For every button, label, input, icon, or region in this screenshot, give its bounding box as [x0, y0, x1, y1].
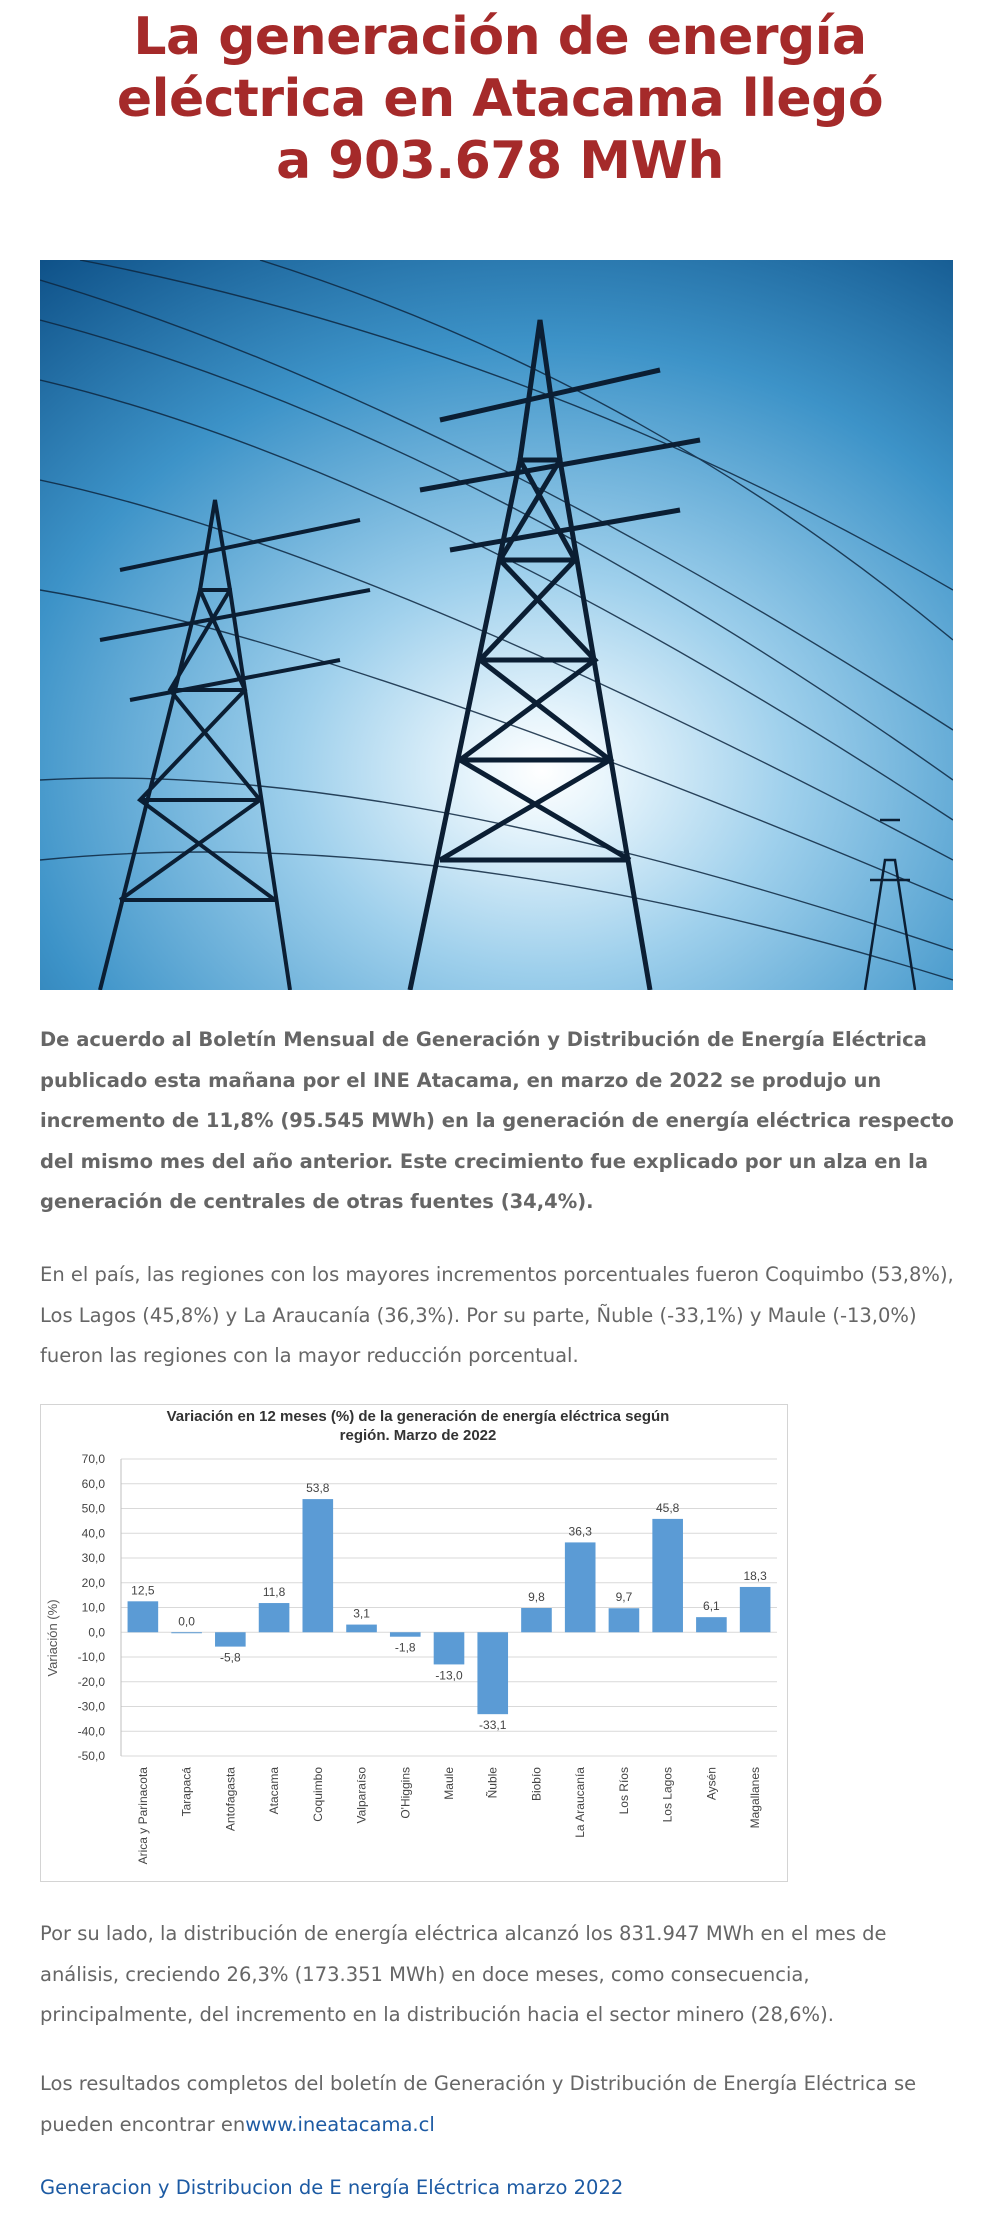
chart-ylabel: Variación (%): [45, 1599, 60, 1677]
regional-variation-chart: [40, 1404, 788, 1882]
article-title: [40, 6, 960, 192]
y-tick-label: -10,0: [77, 1650, 105, 1664]
bar-value-label: 53,8: [306, 1481, 330, 1496]
bar-value-label: 11,8: [262, 1585, 286, 1600]
bar-value-label: 3,1: [353, 1606, 370, 1621]
y-tick-label: 30,0: [81, 1551, 105, 1565]
results-text: Los resultados completos del boletín de Generación y Distribución de Energía Eléctrica se pueden encontrar en: [40, 2072, 917, 2136]
bar-value-label: -5,8: [219, 1650, 241, 1665]
title-line-3: a 903.678 MWh: [276, 131, 724, 191]
paragraph-regions: En el país, las regiones con los mayores incrementos porcentuales fueron Coquimbo (53,8%), Los Lagos (45,8%) y La Araucanía (36,3%). Por su parte, Ñuble (-33,1%) y Maule (-13,0%) fueron las regiones con la mayor reducción porcentual.: [40, 1263, 954, 1367]
bar-value-label: 9,8: [528, 1589, 545, 1604]
chart-title-line-2: región. Marzo de 2022: [339, 1427, 497, 1444]
bar: [565, 1542, 596, 1632]
bar-value-label: -13,0: [435, 1668, 463, 1683]
x-category-label: Ñuble: [485, 1767, 500, 1799]
x-category-label: O'Higgins: [398, 1767, 413, 1819]
x-category-label: Atacama: [267, 1767, 282, 1815]
bar: [652, 1519, 683, 1632]
y-tick-label: 60,0: [81, 1476, 105, 1491]
bar: [215, 1632, 246, 1646]
bulletin-file-link[interactable]: Generacion y Distribucion de E nergía Eléctrica marzo 2022: [40, 2176, 624, 2199]
y-tick-label: 10,0: [81, 1600, 105, 1615]
bar-value-label: 36,3: [568, 1524, 592, 1539]
x-category-label: Arica y Parinacota: [135, 1767, 150, 1865]
bar-value-label: 0,0: [178, 1614, 195, 1629]
y-tick-label: -50,0: [77, 1749, 105, 1763]
chart-labels: [78, 1452, 767, 1864]
x-category-label: La Araucanía: [573, 1767, 588, 1838]
bar-value-label: 6,1: [703, 1599, 720, 1614]
bar-value-label: 45,8: [655, 1500, 680, 1515]
bar-value-label: -33,1: [479, 1718, 507, 1733]
article-lead: De acuerdo al Boletín Mensual de Generación y Distribución de Energía Eléctrica publicado esta mañana por el INE Atacama, en marzo de 2022 se produjo un incremento de 11,8% (95.545 MWh) en la generación de energía eléctrica respecto del mismo mes del año anterior. Este crecimiento fue explicado por un alza en la generación de centrales de otras fuentes (34,4%).: [40, 1028, 954, 1213]
hero-image-power-towers: [40, 260, 953, 990]
chart-title-line-1: Variación en 12 meses (%) de la generación de energía eléctrica según: [166, 1408, 670, 1425]
bar: [302, 1499, 333, 1632]
x-category-label: Antofagasta: [223, 1767, 238, 1832]
x-category-label: Coquimbo: [310, 1767, 325, 1822]
x-category-label: Biobío: [529, 1767, 544, 1802]
bar-value-label: 12,5: [131, 1583, 155, 1598]
bar: [521, 1608, 552, 1632]
y-tick-label: 70,0: [81, 1452, 105, 1466]
x-category-label: Tarapacá: [179, 1767, 194, 1817]
paragraph-results: [40, 2064, 960, 2145]
x-category-label: Valparaíso: [354, 1767, 369, 1824]
x-category-label: Magallanes: [748, 1767, 763, 1829]
ineatacama-link[interactable]: www.ineatacama.cl: [245, 2112, 435, 2136]
y-tick-label: -20,0: [77, 1674, 105, 1689]
bar-value-label: -1,8: [394, 1640, 416, 1655]
paragraph-distribution: Por su lado, la distribución de energía eléctrica alcanzó los 831.947 MWh en el mes de análisis, creciendo 26,3% (173.351 MWh) en doce meses, como consecuencia, principalmente, del incremento en la distribución hacia el sector minero (28,6%).: [40, 1922, 887, 2026]
y-tick-label: -40,0: [77, 1724, 105, 1739]
bar-value-label: 18,3: [743, 1568, 767, 1583]
bar: [259, 1603, 290, 1632]
bar: [128, 1601, 159, 1632]
y-tick-label: 0,0: [88, 1625, 105, 1640]
bar-value-label: 9,7: [615, 1590, 633, 1605]
title-line-1: La generación de energía: [133, 7, 867, 67]
y-tick-label: 20,0: [81, 1575, 105, 1590]
y-tick-label: -30,0: [77, 1699, 105, 1714]
bar: [390, 1632, 421, 1636]
bar: [434, 1632, 465, 1664]
title-line-2: eléctrica en Atacama llegó: [116, 69, 884, 129]
x-category-label: Maule: [442, 1767, 456, 1800]
bar: [696, 1617, 727, 1632]
x-category-label: Los Ríos: [616, 1767, 631, 1815]
y-tick-label: 40,0: [81, 1526, 105, 1541]
y-tick-label: 50,0: [81, 1501, 105, 1516]
x-category-label: Aysén: [704, 1767, 719, 1801]
bar: [740, 1587, 771, 1632]
chart-svg: [41, 1405, 787, 1881]
bar: [609, 1608, 640, 1632]
bar: [171, 1632, 202, 1633]
bar: [477, 1632, 508, 1714]
x-category-label: Los Lagos: [660, 1767, 675, 1823]
bar: [346, 1625, 377, 1633]
